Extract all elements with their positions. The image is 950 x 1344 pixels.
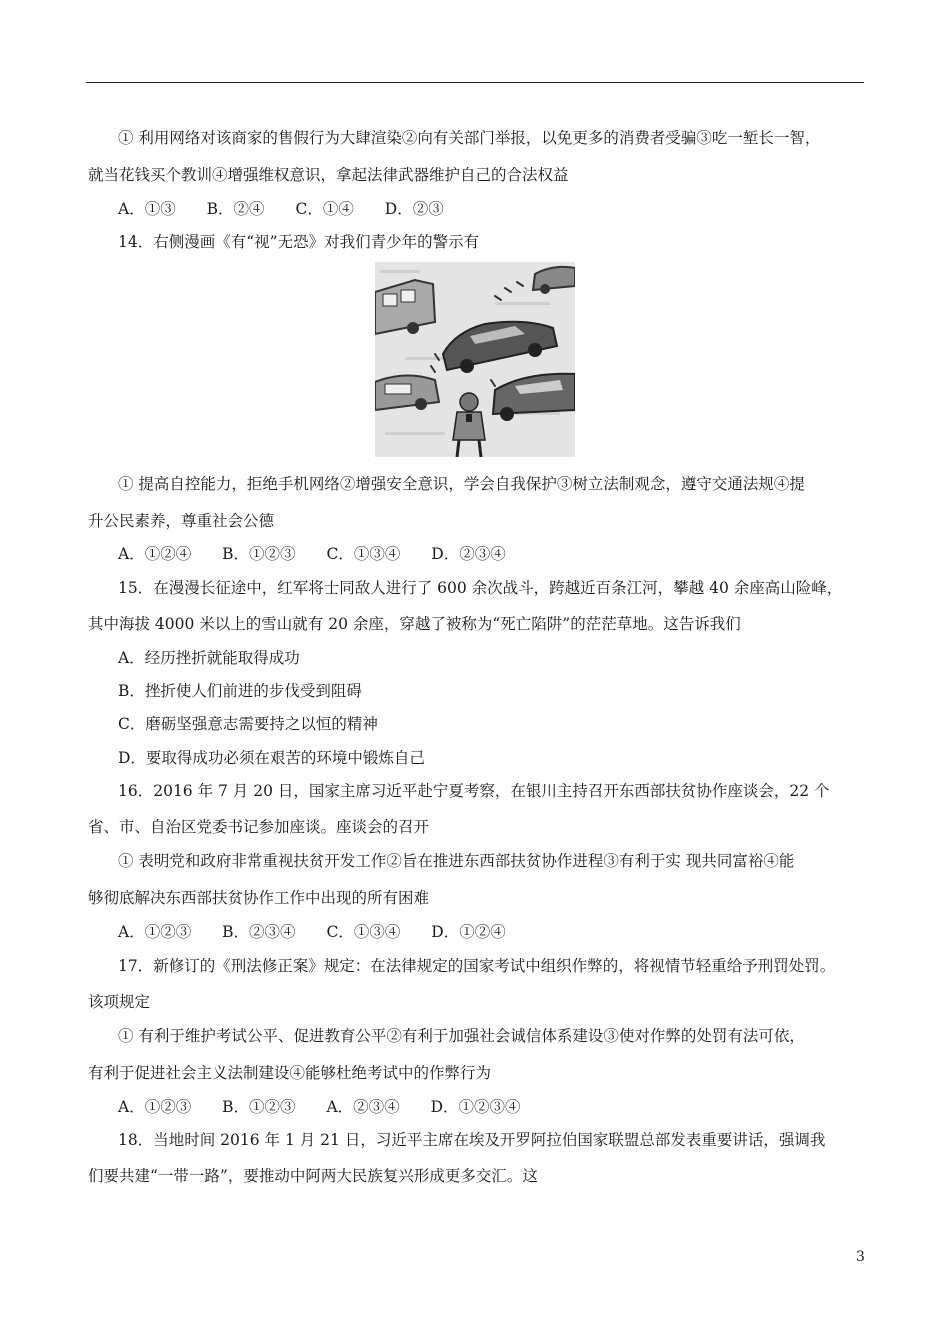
q17-stem-2: 该项规定 xyxy=(88,993,151,1011)
option-b: B．②④ xyxy=(206,200,265,218)
q16-answer-options xyxy=(118,922,532,942)
option-c: C．①③④ xyxy=(326,545,401,563)
q15-stem-1: 15．在漫漫长征途中，红军将士同敌人进行了 600 余次战斗，跨越近百条江河，攀越 40 余座高山险峰， xyxy=(118,579,843,597)
option-a: A．①③ xyxy=(118,200,176,218)
q16-statements-1: ① 表明党和政府非常重视扶贫开发工作②旨在推进东西部扶贫协作进程③有利于实 现共同富裕④能 xyxy=(118,852,795,870)
q15-option-c: C．磨砺坚强意志需要持之以恒的精神 xyxy=(118,715,378,733)
option-d: D．①②③④ xyxy=(430,1098,521,1116)
q15-stem-2: 其中海拔 4000 米以上的雪山就有 20 余座，穿越了被称为“死亡陷阱”的茫茫草地。这告诉我们 xyxy=(88,615,741,633)
cartoon-image xyxy=(375,262,575,457)
q15-option-b: B．挫折使人们前进的步伐受到阻碍 xyxy=(118,682,362,700)
q15-option-d: D．要取得成功必须在艰苦的环境中锻炼自己 xyxy=(118,749,425,767)
q13-options-text-1: ① 利用网络对该商家的售假行为大肆渲染②向有关部门举报，以免更多的消费者受骗③吃一堑长一智， xyxy=(118,129,821,147)
q17-answer-options xyxy=(118,1097,547,1117)
option-a: A．①②④ xyxy=(118,545,192,563)
option-c: C．①③④ xyxy=(326,923,401,941)
page-number: 3 xyxy=(856,1249,865,1265)
option-b: B．①②③ xyxy=(222,545,296,563)
q14-stem: 14．右侧漫画《有“视”无恐》对我们青少年的警示有 xyxy=(118,233,480,251)
q18-stem-2: 们要共建“一带一路”，要推动中阿两大民族复兴形成更多交汇。这 xyxy=(88,1167,538,1185)
q14-statements-2: 升公民素养，尊重社会公德 xyxy=(88,512,275,530)
q18-stem-1: 18．当地时间 2016 年 1 月 21 日，习近平主席在埃及开罗阿拉伯国家联盟总部发表重要讲话，强调我 xyxy=(118,1131,826,1149)
q17-statements-2: 有利于促进社会主义法制建设④能够杜绝考试中的作弊行为 xyxy=(88,1064,492,1082)
option-d: D．②③ xyxy=(384,200,444,218)
q16-statements-2: 够彻底解决东西部扶贫协作工作中出现的所有困难 xyxy=(88,889,430,907)
q17-statements-1: ① 有利于维护考试公平、促进教育公平②有利于加强社会诚信体系建设③使对作弊的处罚有法可依， xyxy=(118,1027,805,1045)
q13-answer-options xyxy=(118,199,470,219)
option-d: D．①②④ xyxy=(431,923,506,941)
option-b: B．①②③ xyxy=(222,1098,296,1116)
q15-option-a: A．经历挫折就能取得成功 xyxy=(118,649,300,667)
q16-stem-1: 16．2016 年 7 月 20 日，国家主席习近平赴宁夏考察，在银川主持召开东西部扶贫协作座谈会，22 个 xyxy=(118,782,830,800)
option-a: A．①②③ xyxy=(118,1098,192,1116)
option-c: A．②③④ xyxy=(326,1098,400,1116)
q13-options-text-2: 就当花钱买个教训④增强维权意识，拿起法律武器维护自己的合法权益 xyxy=(88,166,569,184)
option-d: D．②③④ xyxy=(431,545,506,563)
option-c: C．①④ xyxy=(295,200,354,218)
option-a: A．①②③ xyxy=(118,923,192,941)
option-b: B．②③④ xyxy=(222,923,296,941)
header-rule xyxy=(86,82,864,83)
q14-answer-options xyxy=(118,544,532,564)
q14-statements-1: ① 提高自控能力，拒绝手机网络②增强安全意识，学会自我保护③树立法制观念，遵守交通法规④提 xyxy=(118,475,805,493)
q17-stem-1: 17．新修订的《刑法修正案》规定：在法律规定的国家考试中组织作弊的，将视情节轻重给予刑罚处罚。 xyxy=(118,957,836,975)
q16-stem-2: 省、市、自治区党委书记参加座谈。座谈会的召开 xyxy=(88,818,430,836)
